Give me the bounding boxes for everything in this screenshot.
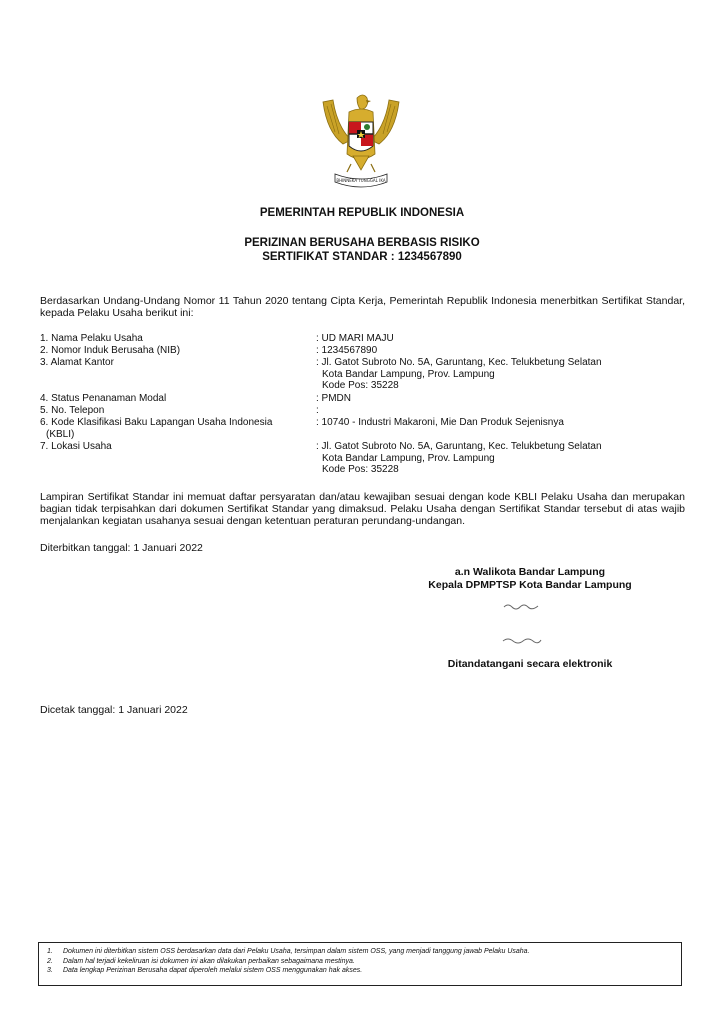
field-label: 2. Nomor Induk Berusaha (NIB) <box>40 345 181 356</box>
footer-note: 3. Data lengkap Perizinan Berusaha dapat diperoleh melalui sistem OSS menggunakan hak akses. <box>47 967 363 974</box>
field-value: : <box>316 405 319 416</box>
footer-note: 1. Dokumen ini diterbitkan sistem OSS berdasarkan data dari Pelaku Usaha, tersimpan dalam sistem OSS, yang menjadi tanggung jawab Pelaku Usaha. <box>47 948 530 955</box>
field-value: : Jl. Gatot Subroto No. 5A, Garuntang, Kec. Telukbetung Selatan <box>316 441 602 452</box>
field-value-line2: Kota Bandar Lampung, Prov. Lampung <box>322 368 495 380</box>
field-label: 5. No. Telepon <box>40 405 105 416</box>
field-value: : Jl. Gatot Subroto No. 5A, Garuntang, Kec. Telukbetung Selatan <box>316 357 602 368</box>
footer-note: 2. Dalam hal terjadi kekeliruan isi dokumen ini akan dilakukan perbaikan sebagaimana mestinya. <box>47 957 355 965</box>
garuda-emblem-icon <box>313 92 409 190</box>
field-value: : UD MARI MAJU <box>316 333 394 344</box>
issued-label: Diterbitkan tanggal: <box>40 542 131 554</box>
field-label: 4. Status Penanaman Modal <box>40 393 167 404</box>
attachment-note: Lampiran Sertifikat Standar ini memuat daftar persyaratan dan/atau kewajiban sesuai dengan kode KBLI Pelaku Usaha dan merupakan bagian tidak terpisahkan dari dokumen Sertifikat Standar yang dimaksud. Pelaku Usaha dengan Sertifikat Standar tersebut di atas wajib menjalankan kegiatan usahanya sesuai dengan ketentuan peraturan perundang-undangan. <box>40 491 685 527</box>
field-label: 3. Alamat Kantor <box>40 357 114 368</box>
printed-date: 1 Januari 2022 <box>118 704 188 716</box>
printed-date-line <box>40 704 685 716</box>
electronic-signature-note: Ditandatangani secara elektronik <box>447 658 613 670</box>
signature-line2: Kepala DPMPTSP Kota Bandar Lampung <box>428 579 632 591</box>
field-value-line3: Kode Pos: 35228 <box>322 464 399 475</box>
field-label: 6. Kode Klasifikasi Baku Lapangan Usaha Indonesia <box>40 417 273 428</box>
field-value-line3: Kode Pos: 35228 <box>322 380 399 391</box>
field-label: 7. Lokasi Usaha <box>40 441 112 452</box>
field-value: : 1234567890 <box>316 345 378 356</box>
emblem-motto: BHINNEKA TUNGGAL IKA <box>336 178 386 183</box>
signature-stamp-icon <box>502 637 542 645</box>
government-heading: PEMERINTAH REPUBLIK INDONESIA <box>259 207 465 219</box>
field-value: : PMDN <box>316 393 351 404</box>
field-label: 1. Nama Pelaku Usaha <box>40 333 143 344</box>
printed-label: Dicetak tanggal: <box>40 704 116 716</box>
field-value: : 10740 - Industri Makaroni, Mie Dan Produk Sejenisnya <box>316 417 564 428</box>
issued-date: 1 Januari 2022 <box>133 542 203 554</box>
footer-notes <box>38 942 682 986</box>
certificate-heading: SERTIFIKAT STANDAR : 1234567890 <box>262 251 462 263</box>
signature-scribble-icon <box>503 602 539 610</box>
intro-paragraph: Berdasarkan Undang-Undang Nomor 11 Tahun 2020 tentang Cipta Kerja, Pemerintah Republik Indonesia menerbitkan Sertifikat Standar, kepada Pelaku Usaha berikut ini: <box>40 295 685 319</box>
issued-date-line <box>40 542 685 554</box>
field-label-line2: (KBLI) <box>46 428 75 440</box>
field-value-line2: Kota Bandar Lampung, Prov. Lampung <box>322 452 495 464</box>
permit-heading: PERIZINAN BERUSAHA BERBASIS RISIKO <box>244 237 480 249</box>
signature-line1: a.n Walikota Bandar Lampung <box>454 566 606 578</box>
